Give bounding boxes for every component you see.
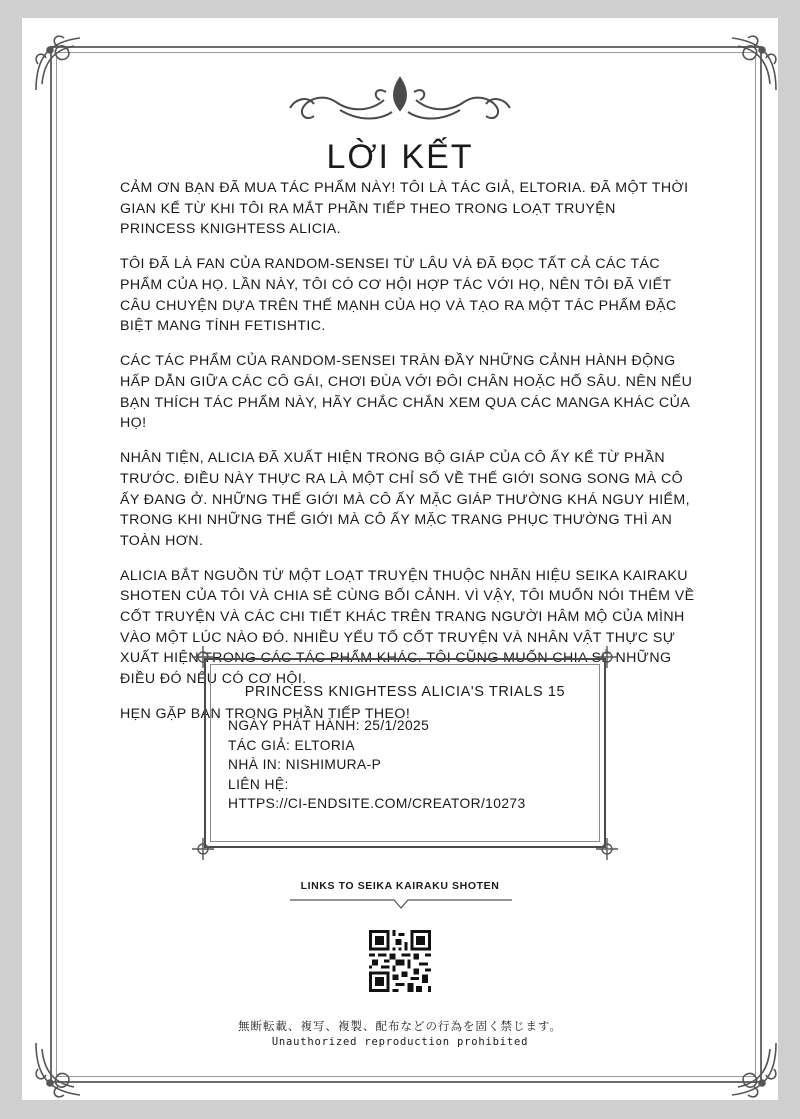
printer: NHÀ IN: NISHIMURA-P — [228, 757, 382, 772]
colophon-box — [196, 650, 614, 856]
paragraph: TÔI ĐÃ LÀ FAN CỦA RANDOM-SENSEI TỪ LÂU VÀ ĐÃ ĐỌC TẤT CẢ CÁC TÁC PHẨM CỦA HỌ. LẦN NÀY, TÔI CÓ CƠ HỘI HỢP TÁC VỚI HỌ, NÊN TÔI ĐÃ VIẾT CÂU CHUYỆN DỰA TRÊN THẾ MẠNH CỦA HỌ VÀ TẠO RA MỘT TÁC PHẨM ĐẶC BIỆT MANG TÍNH FETISHTIC. — [120, 256, 677, 335]
copyright-notice-en: Unauthorized reproduction prohibited — [271, 1036, 529, 1048]
links-pointer — [290, 898, 512, 912]
page-title: LỜI KẾT — [326, 138, 474, 176]
paragraph: ALICIA BẮT NGUỒN TỪ MỘT LOẠT TRUYỆN THUỘC NHÃN HIỆU SEIKA KAIRAKU SHOTEN CỦA TÔI VÀ CHIA SẺ CÙNG BỐI CẢNH. VÌ VẬY, TÔI MUỐN NÓI THÊM VỀ CỐT TRUYỆN VÀ CÁC CHI TIẾT KHÁC TRÊN TRANG NGƯỜI HÂM MỘ CỦA MÌNH VÀO MỘT LÚC NÀO ĐÓ. NHIỀU YẾU TỐ CỐT TRUYỆN VÀ NHÂN VẬT THỰC SỰ XUẤT HIỆN TRONG CÁC TÁC PHẨM KHÁC. TÔI CŨNG MUỐN CHIA SẺ NHỮNG ĐIỀU ĐÓ NẾU CÓ CƠ HỘI. — [120, 567, 695, 687]
release-date: NGÀY PHÁT HÀNH: 25/1/2025 — [228, 718, 430, 733]
corner-knot-icon — [594, 644, 620, 670]
box-details — [228, 716, 526, 814]
qr-code-icon[interactable] — [369, 930, 431, 992]
ornament-flourish-icon — [280, 70, 520, 130]
paragraph: NHÂN TIỆN, ALICIA ĐÃ XUẤT HIỆN TRONG BỘ GIÁP CỦA CÔ ẤY KỂ TỪ PHẦN TRƯỚC. ĐIỀU NÀY THỰC RA LÀ MỘT CHỈ SỐ VỀ THẾ GIỚI SONG SONG MÀ CÔ ẤY ĐANG Ở. NHỮNG THẾ GIỚI MÀ CÔ ẤY MẶC GIÁP THƯỜNG KHÁ NGUY HIỂM, TRONG KHI NHỮNG THẾ GIỚI MÀ CÔ ẤY MẶC TRANG PHỤC THƯỜNG THÌ AN TOÀN HƠN. — [120, 450, 690, 549]
contact-label: LIÊN HỆ: — [228, 776, 289, 792]
box-title: PRINCESS KNIGHTESS ALICIA'S TRIALS 15 — [244, 684, 566, 700]
paragraph: CÁC TÁC PHẨM CỦA RANDOM-SENSEI TRÀN ĐẦY NHỮNG CẢNH HÀNH ĐỘNG HẤP DẪN GIỮA CÁC CÔ GÁI, CHƠI ĐÙA VỚI ĐÔI CHÂN HOẶC HỐ SÂU. NÊN NẾU BẠN THÍCH TÁC PHẨM NÀY, HÃY CHẮC CHẮN XEM QUA CÁC MANGA KHÁC CỦA HỌ! — [120, 353, 693, 432]
corner-knot-icon — [190, 836, 216, 862]
corner-knot-icon — [190, 644, 216, 670]
links-label: LINKS TO SEIKA KAIRAKU SHOTEN — [300, 880, 500, 892]
corner-flourish-icon — [714, 28, 784, 98]
contact-url[interactable]: HTTPS://CI-ENDSITE.COM/CREATOR/10273 — [228, 796, 526, 811]
copyright-notice-jp: 無断転載、複写、複製、配布などの行為を固く禁じます。 — [237, 1019, 563, 1033]
paragraph: CẢM ƠN BẠN ĐÃ MUA TÁC PHẨM NÀY! TÔI LÀ TÁC GIẢ, ELTORIA. ĐÃ MỘT THỜI GIAN KỂ TỪ KHI TÔI RA MẮT PHẦN TIẾP THEO TRONG LOẠT TRUYỆN PRINCESS KNIGHTESS ALICIA. — [120, 180, 689, 238]
paragraph: HẸN GẶP BẠN TRONG PHẦN TIẾP THEO! — [120, 706, 411, 723]
author: TÁC GIẢ: ELTORIA — [228, 737, 356, 753]
corner-knot-icon — [594, 836, 620, 862]
corner-flourish-icon — [28, 28, 98, 98]
